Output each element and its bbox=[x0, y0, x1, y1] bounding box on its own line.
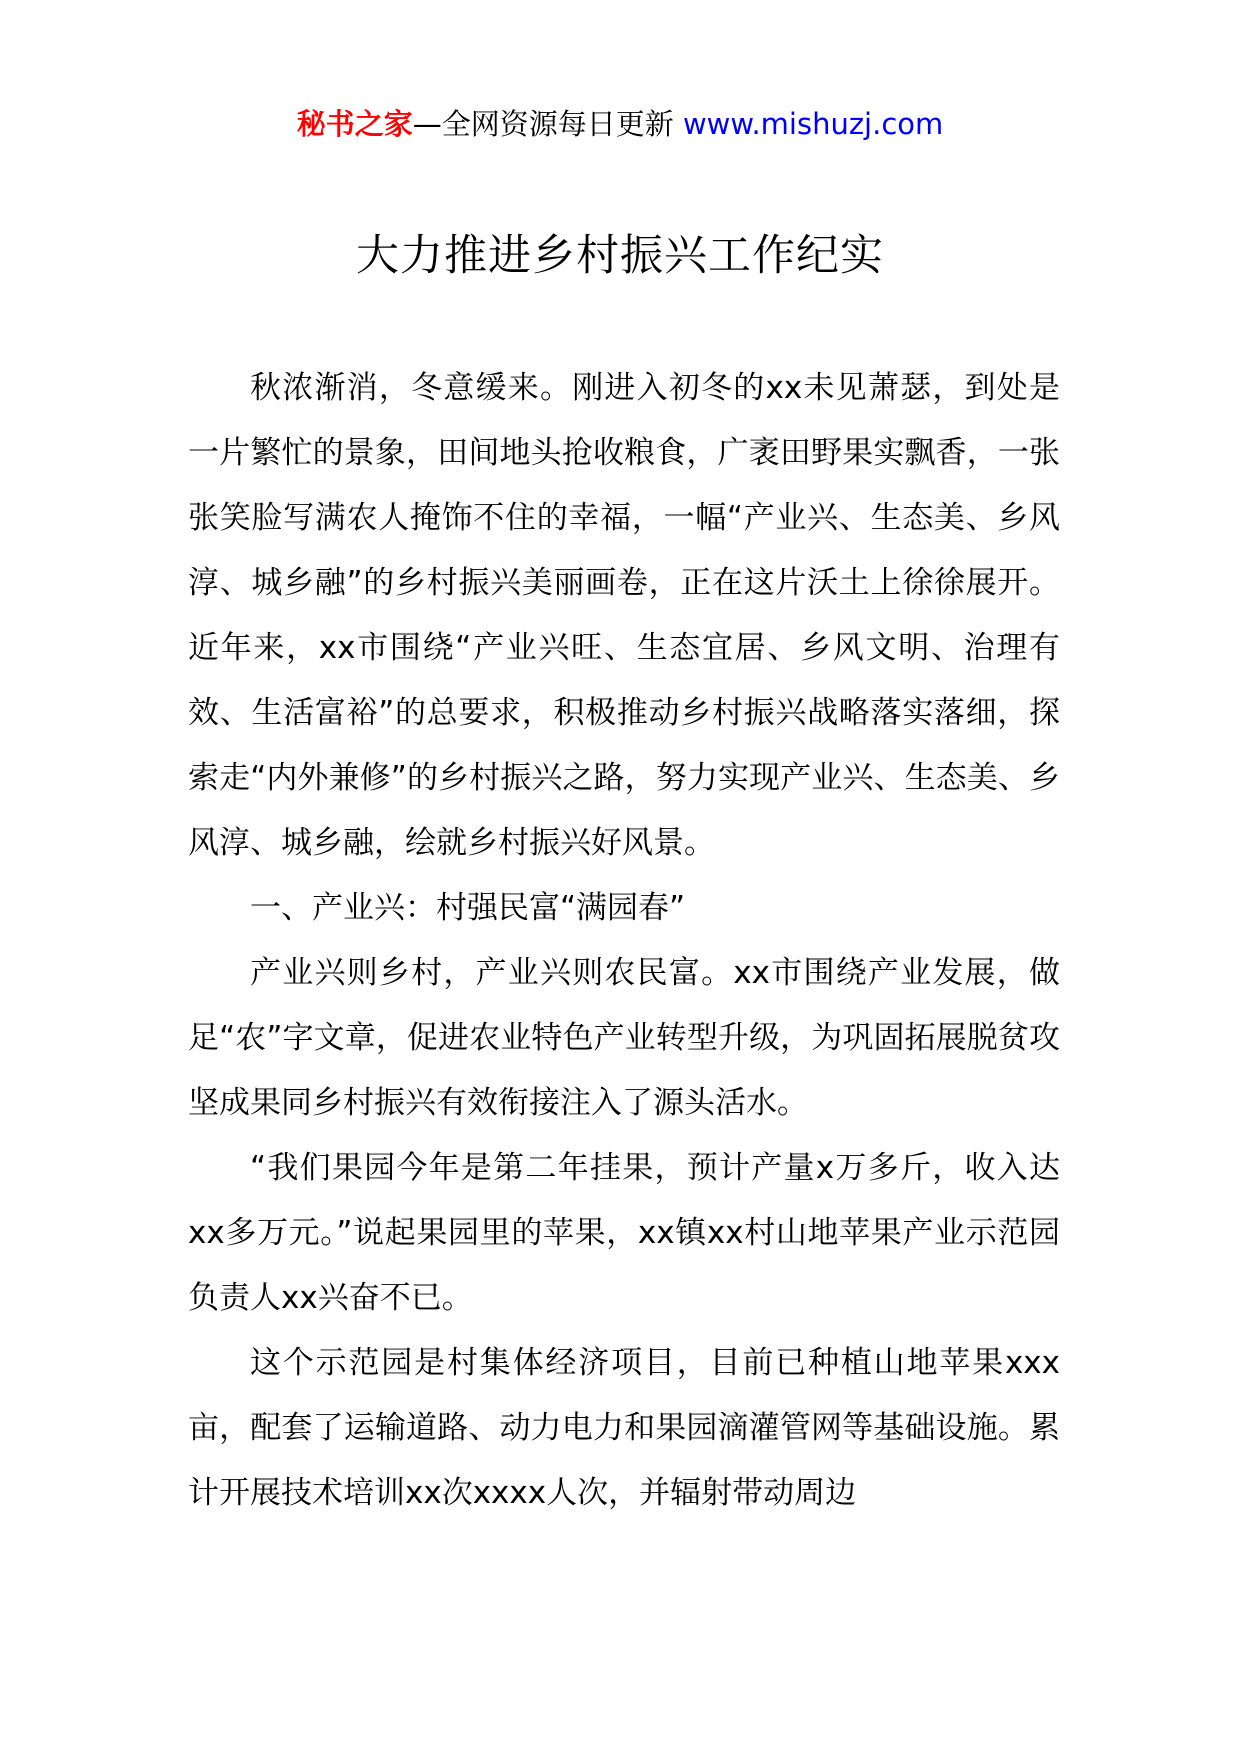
site-url[interactable]: www.mishuzj.com bbox=[682, 107, 944, 141]
document-body bbox=[188, 356, 1060, 1526]
site-slogan: —全网资源每日更新 bbox=[412, 107, 683, 141]
paragraph: 这个示范园是村集体经济项目，目前已种植山地苹果xxx亩，配套了运输道路、动力电力和果园滴灌管网等基础设施。累计开展技术培训xx次xxxx人次，并辐射带动周边 bbox=[188, 1345, 1060, 1511]
section-heading: 一、产业兴：村强民富“满园春” bbox=[250, 890, 686, 926]
paragraph: “我们果园今年是第二年挂果，预计产量x万多斤，收入达xx多万元。”说起果园里的苹果，xx镇xx村山地苹果产业示范园负责人xx兴奋不已。 bbox=[188, 1150, 1060, 1316]
site-brand: 秘书之家 bbox=[296, 107, 413, 141]
document-title: 大力推进乡村振兴工作纪实 bbox=[356, 231, 884, 281]
paragraph: 产业兴则乡村，产业兴则农民富。xx市围绕产业发展，做足“农”字文章，促进农业特色产业转型升级，为巩固拓展脱贫攻坚成果同乡村振兴有效衔接注入了源头活水。 bbox=[188, 955, 1060, 1121]
paragraph-intro: 秋浓渐消，冬意缓来。刚进入初冬的xx未见萧瑟，到处是一片繁忙的景象，田间地头抢收粮食，广袤田野果实飘香，一张张笑脸写满农人掩饰不住的幸福，一幅“产业兴、生态美、乡风淳、城乡融”的乡村振兴美丽画卷，正在这片沃土上徐徐展开。近年来，xx市围绕“产业兴旺、生态宜居、乡风文明、治理有效、生活富裕”的总要求，积极推动乡村振兴战略落实落细，探索走“内外兼修”的乡村振兴之路，努力实现产业兴、生态美、乡风淳、城乡融，绘就乡村振兴好风景。 bbox=[188, 370, 1060, 861]
site-header bbox=[0, 100, 1240, 148]
